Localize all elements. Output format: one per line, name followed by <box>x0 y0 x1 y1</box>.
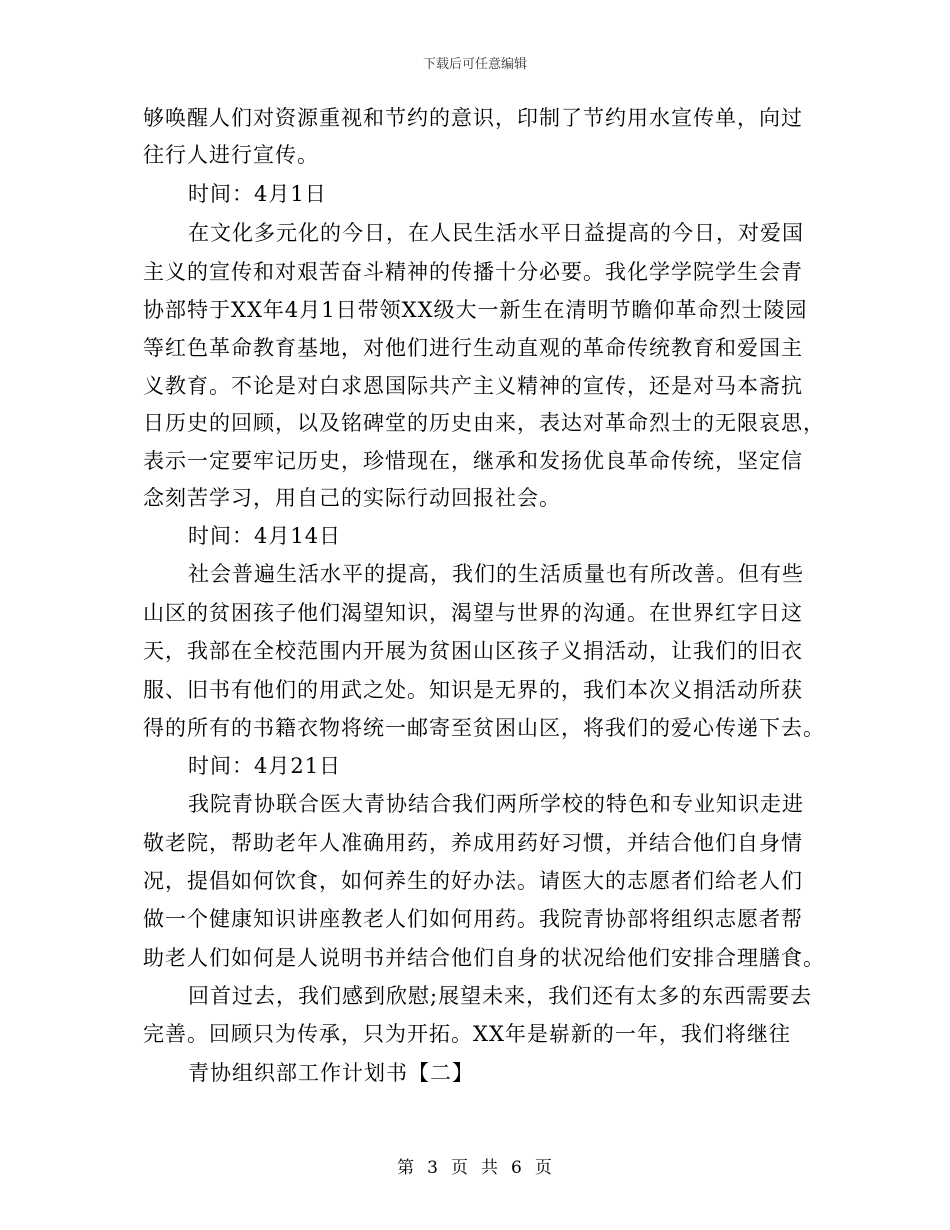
text-line: 协部特于XX年4月1日带领XX级大一新生在清明节瞻仰革命烈士陵园 <box>143 298 808 322</box>
text-line: 做一个健康知识讲座教老人们如何用药。我院青协部将组织志愿者帮 <box>143 907 803 931</box>
page-header: 下载后可任意编辑 <box>422 57 527 72</box>
text-line: 况，提倡如何饮食，如何养生的好办法。请医大的志愿者们给老人们 <box>143 869 803 893</box>
text-line: 我院青协联合医大青协结合我们两所学校的特色和专业知识走进 <box>188 792 804 816</box>
text-line: 往行人进行宣传。 <box>143 143 319 167</box>
text-line: 够唤醒人们对资源重视和节约的意识，印制了节约用水宣传单，向过 <box>143 106 803 130</box>
text-line: 完善。回顾只为传承，只为开拓。XX年是崭新的一年，我们将继往 <box>143 1022 791 1046</box>
footer-gong: 共 <box>481 1158 499 1178</box>
text-line: 社会普遍生活水平的提高，我们的生活质量也有所改善。但有些 <box>188 562 804 586</box>
section-time: 时间：4月21日 <box>188 754 342 778</box>
text-line: 主义的宣传和对艰苦奋斗精神的传播十分必要。我化学学院学生会青 <box>143 260 803 284</box>
section-time: 时间：4月14日 <box>188 524 342 548</box>
text-line: 表示一定要牢记历史，珍惜现在，继承和发扬优良革命传统，坚定信 <box>143 449 803 473</box>
text-line: 天，我部在全校范围内开展为贫困山区孩子义捐活动，让我们的旧衣 <box>143 639 803 663</box>
total-page-count: 6 <box>511 1158 523 1178</box>
footer-ye: 页 <box>451 1158 469 1178</box>
page-footer <box>0 1153 950 1178</box>
text-line: 山区的贫困孩子他们渴望知识，渴望与世界的沟通。在世界红字日这 <box>143 601 803 625</box>
footer-di: 第 <box>397 1158 416 1178</box>
text-line: 助老人们如何是人说明书并结合他们自身的状况给他们安排合理膳食。 <box>143 946 825 970</box>
text-line: 义教育。不论是对白求恩国际共产主义精神的宣传，还是对马本斋抗 <box>143 374 803 398</box>
section-time: 时间：4月1日 <box>188 182 327 206</box>
footer-ye2: 页 <box>534 1158 553 1178</box>
text-line: 回首过去，我们感到欣慰;展望未来，我们还有太多的东西需要去 <box>188 984 813 1008</box>
text-line: 等红色革命教育基地，对他们进行生动直观的革命传统教育和爱国主 <box>143 336 803 360</box>
text-line: 日历史的回顾，以及铭碑堂的历史由来，表达对革命烈士的无限哀思， <box>143 411 825 435</box>
current-page-number: 3 <box>427 1158 439 1178</box>
text-line: 在文化多元化的今日，在人民生活水平日益提高的今日，对爱国 <box>188 221 804 245</box>
text-line: 服、旧书有他们的用武之处。知识是无界的，我们本次义捐活动所获 <box>143 678 803 702</box>
text-line: 敬老院，帮助老年人准确用药，养成用药好习惯，并结合他们自身情 <box>143 831 803 855</box>
section-heading: 青协组织部工作计划书【二】 <box>188 1061 474 1085</box>
text-line: 得的所有的书籍衣物将统一邮寄至贫困山区，将我们的爱心传递下去。 <box>143 716 825 740</box>
text-line: 念刻苦学习，用自己的实际行动回报社会。 <box>143 486 561 510</box>
